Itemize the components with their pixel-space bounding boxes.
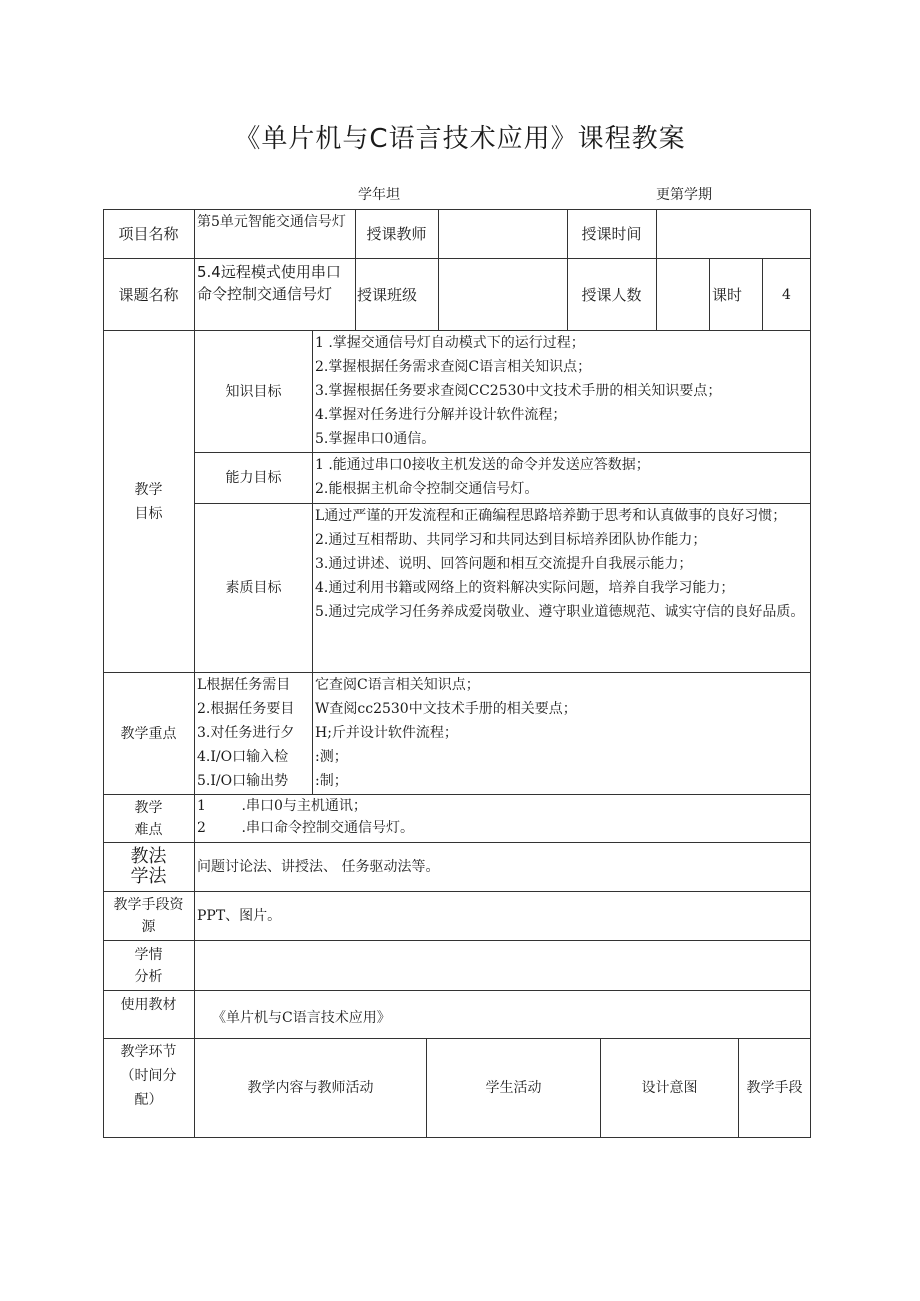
hours-label: 课时 — [712, 285, 743, 304]
ability-goal-label: 能力目标 — [225, 470, 282, 486]
list-item: 3.通过讲述、说明、回答问题和相互交流提升自我展示能力； — [315, 556, 693, 572]
list-item: :测； — [315, 749, 348, 765]
process-col-student: 学生活动 — [485, 1080, 542, 1096]
key-points-right — [313, 673, 810, 794]
hours-value: 4 — [782, 286, 791, 303]
list-item: 1 .掌握交通信号灯自动模式下的运行过程； — [315, 335, 585, 351]
student-count-label: 授课人数 — [581, 285, 642, 304]
list-item: 2.通过互相帮助、共同学习和共同达到目标培养团队协作能力； — [315, 532, 707, 548]
process-col-teacher: 教学内容与教师活动 — [247, 1080, 374, 1096]
list-item: 4.I/O口输入检 — [197, 749, 289, 765]
list-item: 2 .串口命令控制交通信号灯。 — [197, 820, 414, 836]
analysis-value — [195, 941, 810, 990]
process-label: 教学环节 （时间分 配） — [120, 1044, 177, 1108]
list-item: 1 .串口0与主机通讯； — [197, 798, 367, 814]
list-item: 2.掌握根据任务需求查阅C语言相关知识点； — [315, 359, 592, 375]
resources-value: PPT、图片。 — [197, 908, 282, 924]
class-value — [439, 259, 567, 330]
difficulties-label: 教学 难点 — [134, 799, 163, 838]
project-name-label: 项目名称 — [118, 225, 179, 243]
knowledge-goal-list — [313, 331, 810, 452]
key-points-left — [195, 673, 312, 794]
list-item: 3.掌握根据任务要求查阅CC2530中文技术手册的相关知识要点； — [315, 383, 722, 399]
list-item: H;斤并设计软件流程； — [315, 725, 458, 741]
list-item: 它查阅C语言相关知识点； — [315, 677, 480, 693]
knowledge-goal-label: 知识目标 — [225, 383, 282, 400]
methods-value: 问题讨论法、讲授法、 任务驱动法等。 — [197, 859, 440, 875]
list-item: 4.掌握对任务进行分解并设计软件流程； — [315, 407, 567, 423]
textbook-value: 《单片机与C语言技术应用》 — [212, 1009, 391, 1026]
textbook-label: 使用教材 — [120, 997, 177, 1013]
list-item: L根据任务需目 — [197, 677, 291, 693]
list-item: 3.对任务进行夕 — [197, 725, 295, 741]
list-item: 2.根据任务要目 — [197, 701, 295, 717]
topic-value: 5.4远程模式使用串口命令控制交通信号灯 — [197, 263, 341, 303]
quality-goal-label: 素质目标 — [225, 580, 282, 596]
list-item: L通过严谨的开发流程和正确编程思路培养勤于思考和认真做事的良好习惯； — [315, 508, 787, 524]
list-item: 5.掌握串口0通信。 — [315, 431, 436, 447]
list-item: W查阅cc2530中文技术手册的相关要点； — [315, 701, 577, 717]
school-year: 学年坦 — [358, 187, 400, 203]
list-item: 4.通过利用书籍或网络上的资料解决实际问题，培养自我学习能力； — [315, 580, 735, 596]
project-name-value: 第5单元智能交通信号灯 — [197, 214, 346, 230]
list-item: 5.通过完成学习任务养成爱岗敬业、遵守职业道德规范、诚实守信的良好品质。 — [315, 604, 805, 620]
list-item: 2.能根据主机命令控制交通信号灯。 — [315, 481, 539, 497]
class-label: 授课班级 — [357, 285, 418, 304]
teacher-value — [439, 210, 567, 258]
ability-goal-list — [313, 453, 810, 503]
quality-goal-list — [313, 504, 810, 672]
key-points-label: 教学重点 — [120, 725, 177, 742]
process-col-means: 教学手段 — [746, 1080, 803, 1096]
teacher-label: 授课教师 — [366, 225, 427, 243]
analysis-label: 学情 分析 — [134, 946, 163, 985]
difficulties-list — [195, 795, 810, 842]
list-item: :制； — [315, 773, 348, 789]
resources-label: 教学手段资 源 — [113, 897, 184, 935]
process-col-intent: 设计意图 — [641, 1080, 698, 1096]
time-label: 授课时间 — [581, 225, 642, 243]
objectives-label: 教学 目标 — [134, 481, 163, 522]
topic-label: 课题名称 — [118, 285, 179, 304]
methods-label: 教法 学法 — [130, 846, 167, 887]
page-title: 《单片机与C语言技术应用》课程教案 — [234, 124, 686, 154]
list-item: 5.I/O口输出势 — [197, 773, 289, 789]
semester: 更第学期 — [656, 187, 712, 203]
list-item: 1 .能通过串口0接收主机发送的命令并发送应答数据； — [315, 457, 650, 473]
time-value — [657, 210, 810, 258]
student-count-value — [657, 259, 709, 330]
